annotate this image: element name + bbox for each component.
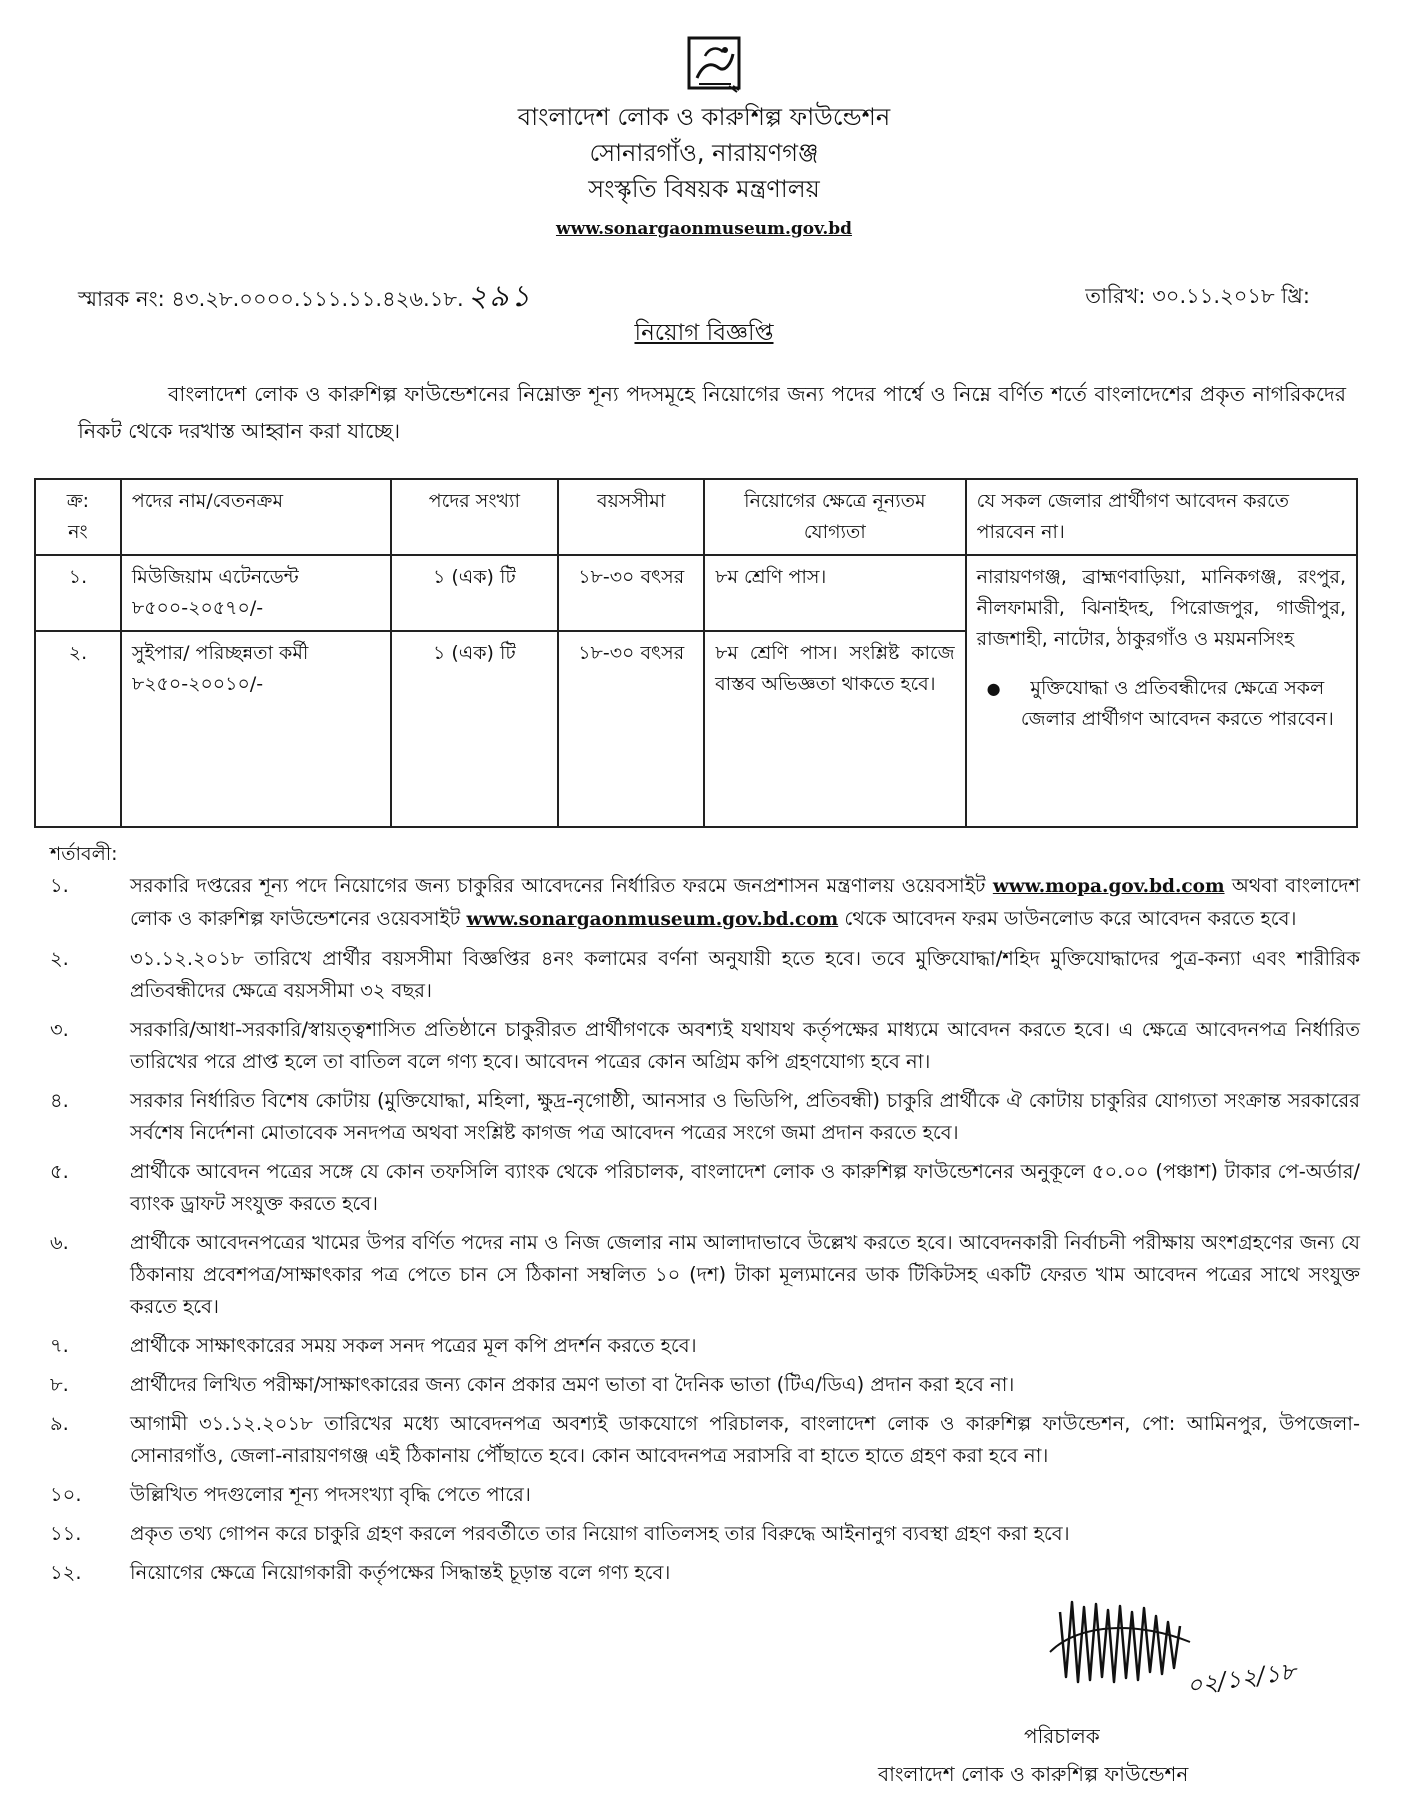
condition-item: ১১. প্রকৃত তথ্য গোপন করে চাকুরি গ্রহণ করলে পরবর্তীতে তার নিয়োগ বাতিলসহ তার বিরুদ্ধে আইনানুগ ব্যবস্থা গ্রহণ করা হবে। (50, 1522, 1070, 1545)
age-header: বয়সসীমা (558, 479, 704, 555)
row-age: ১৮-৩০ বৎসর (558, 631, 704, 827)
condition-item: ১. সরকারি দপ্তরের শূন্য পদে নিয়োগের জন্য চাকুরির আবেদনের নির্ধারিত ফরমে জনপ্রশাসন মন্ত্রণালয় ওয়েবসাইট www.mopa.gov.bd.com অথবা বাংলাদেশ লোক ও কারুশিল্প ফাউন্ডেশনের ওয়েবসাইট www.sonargaonmuseum.gov.bd.com থেকে আবেদন ফরম ডাউনলোড করে আবেদন করতে হবে। (50, 874, 1360, 930)
memo-number-value: ৪৩.২৮.০০০০.১১১.১১.৪২৬.১৮. (171, 287, 464, 311)
vacancy-table (34, 478, 1358, 828)
table-row (35, 555, 1357, 631)
condition-item: ৬. প্রার্থীকে আবেদনপত্রের খামের উপর বর্ণিত পদের নাম ও নিজ জেলার নাম আলাদাভাবে উল্লেখ করতে হবে। আবেদনকারী নির্বাচনী পরীক্ষায় অংশগ্রহণের জন্য যে ঠিকানায় প্রবেশপত্র/সাক্ষাৎকার পত্র পেতে চান সে ঠিকানা সম্বলিত ১০ (দশ) টাকা মূল্যমানের ডাক টিকিটসহ একটি ফেরত খাম আবেদন পত্রের সাথে সংযুক্ত করতে হবে। (50, 1231, 1360, 1318)
qualification-header: নিয়োগের ক্ষেত্রে নূন্যতম যোগ্যতা (704, 479, 966, 555)
row-serial: ২. (35, 631, 121, 827)
row-age: ১৮-৩০ বৎসর (558, 555, 704, 631)
condition-item: ৮. প্রার্থীদের লিখিত পরীক্ষা/সাক্ষাৎকারের জন্য কোন প্রকার ভ্রমণ ভাতা বা দৈনিক ভাতা (টিএ/ডিএ) প্রদান করা হবে না। (50, 1373, 1015, 1396)
row-qualification: ৮ম শ্রেণি পাস। সংশ্লিষ্ট কাজে বাস্তব অভিজ্ঞতা থাকতে হবে। (704, 631, 966, 827)
memo-handwritten-number: ২৯১ (467, 279, 533, 314)
row-serial: ১. (35, 555, 121, 631)
bullet-icon: ● (986, 679, 1001, 698)
condition-item: ৪. সরকার নির্ধারিত বিশেষ কোটায় (মুক্তিযোদ্ধা, মহিলা, ক্ষুদ্র-নৃগোষ্ঠী, আনসার ও ভিডিপি, প্রতিবন্ধী) চাকুরি প্রার্থীকে ঐ কোটায় চাকুরির যোগ্যতা সংক্রান্ত সরকারের সর্বশেষ নির্দেশনা মোতাবেক সনদপত্র অথবা সংশ্লিষ্ট কাগজ পত্র আবেদন পত্রের সংগে জমা প্রদান করতে হবে। (50, 1089, 1360, 1144)
serial-header: ক্র: নং (35, 479, 121, 555)
page-title: নিয়োগ বিজ্ঞপ্তি (634, 320, 774, 346)
conditions-heading: শর্তাবলী: (50, 843, 118, 865)
row-post: সুইপার/ পরিচ্ছন্নতা কর্মী ৮২৫০-২০০১০/- (121, 631, 391, 827)
condition-item: ৫. প্রার্থীকে আবেদন পত্রের সঙ্গে যে কোন তফসিলি ব্যাংক থেকে পরিচালক, বাংলাদেশ লোক ও কারুশিল্প ফাউন্ডেশনের অনুকূলে ৫০.০০ (পঞ্চাশ) টাকার পে-অর্ডার/ ব্যাংক ড্রাফট সংযুক্ত করতে হবে। (50, 1160, 1360, 1215)
count-header: পদের সংখ্যা (391, 479, 559, 555)
condition-item: ৭. প্রার্থীকে সাক্ষাৎকারের সময় সকল সনদ পত্রের মূল কপি প্রদর্শন করতে হবে। (50, 1334, 697, 1357)
table-header-row (35, 479, 1357, 555)
signature-date: ০২/১২/১৮ (1184, 1656, 1298, 1700)
condition-item: ৩. সরকারি/আধা-সরকারি/স্বায়ত্ত্বশাসিত প্রতিষ্ঠানে চাকুরীরত প্রার্থীগণকে অবশ্যই যথাযথ কর্তৃপক্ষের মাধ্যমে আবেদন করতে হবে। এ ক্ষেত্রে আবেদনপত্র নির্ধারিত তারিখের পরে প্রাপ্ত হলে তা বাতিল বলে গণ্য হবে। আবেদন পত্রের কোন অগ্রিম কপি গ্রহণযোগ্য হবে না। (50, 1018, 1360, 1073)
condition-item: ১০. উল্লিখিত পদগুলোর শূন্য পদসংখ্যা বৃদ্ধি পেতে পারে। (50, 1483, 531, 1506)
condition-item: ২. ৩১.১২.২০১৮ তারিখে প্রার্থীর বয়সসীমা বিজ্ঞপ্তির ৪নং কলামের বর্ণনা অনুযায়ী হতে হবে। তবে মুক্তিযোদ্ধা/শহিদ মুক্তিযোদ্ধাদের পুত্র-কন্যা এবং শারীরিক প্রতিবন্ধীদের ক্ষেত্রে বয়সসীমা ৩২ বছর। (50, 947, 1360, 1002)
excluded-districts-cell (966, 555, 1357, 827)
districts-header: যে সকল জেলার প্রার্থীগণ আবেদন করতে পারবেন না। (966, 479, 1357, 555)
exception-note: ● মুক্তিযোদ্ধা ও প্রতিবন্ধীদের ক্ষেত্রে সকল জেলার প্রার্থীগণ আবেদন করতে পারবেন। (977, 673, 1346, 735)
website-link[interactable]: www.sonargaonmuseum.gov.bd (555, 219, 853, 239)
intro-paragraph: বাংলাদেশ লোক ও কারুশিল্প ফাউন্ডেশনের নিম্নোক্ত শূন্য পদসমূহে নিয়োগের জন্য পদের পার্শ্বে ও নিম্নে বর্ণিত শর্তে বাংলাদেশের প্রকৃত নাগরিকদের নিকট থেকে দরখাস্ত আহ্বান করা যাচ্ছে। (78, 382, 1346, 443)
ministry-name: সংস্কৃতি বিষয়ক মন্ত্রণালয় (588, 175, 820, 203)
conditions-list (50, 870, 1360, 1596)
condition-item: ১২. নিয়োগের ক্ষেত্রে নিয়োগকারী কর্তৃপক্ষের সিদ্ধান্তই চূড়ান্ত বলে গণ্য হবে। (50, 1561, 671, 1584)
row-count: ১ (এক) টি (391, 555, 559, 631)
excluded-districts: নারায়ণগঞ্জ, ব্রাহ্মণবাড়িয়া, মানিকগঞ্জ, রংপুর, নীলফামারী, ঝিনাইদহ, পিরোজপুর, গাজীপুর, রাজশাহী, নাটোর, ঠাকুরগাঁও ও ময়মনসিংহ (976, 566, 1346, 650)
memo-label: স্মারক নং: (78, 287, 165, 311)
post-header: পদের নাম/বেতনক্রম (121, 479, 391, 555)
row-count: ১ (এক) টি (391, 631, 559, 827)
notice-date: তারিখ: ৩০.১১.২০১৮ খ্রি: (1085, 284, 1310, 308)
condition-item: ৯. আগামী ৩১.১২.২০১৮ তারিখের মধ্যে আবেদনপত্র অবশ্যই ডাকযোগে পরিচালক, বাংলাদেশ লোক ও কারুশিল্প ফাউন্ডেশন, পো: আমিনপুর, উপজেলা- সোনারগাঁও, জেলা-নারায়ণগঞ্জ এই ঠিকানায় পৌঁছাতে হবে। কোন আবেদনপত্র সরাসরি বা হাতে হাতে গ্রহণ করা হবে না। (50, 1412, 1360, 1467)
row-post: মিউজিয়াম এটেনডেন্ট ৮৫০০-২০৫৭০/- (121, 555, 391, 631)
signature-image (1040, 1582, 1300, 1702)
signatory-title: পরিচালক (1024, 1724, 1100, 1748)
mopa-website-link[interactable]: www.mopa.gov.bd.com (992, 876, 1225, 897)
organization-name: বাংলাদেশ লোক ও কারুশিল্প ফাউন্ডেশন (517, 103, 891, 131)
organization-location: সোনারগাঁও, নারায়ণগঞ্জ (589, 139, 819, 167)
foundation-logo-icon (685, 34, 745, 94)
museum-website-link[interactable]: www.sonargaonmuseum.gov.bd.com (466, 909, 839, 930)
row-qualification: ৮ম শ্রেণি পাস। (704, 555, 966, 631)
signatory-organization: বাংলাদেশ লোক ও কারুশিল্প ফাউন্ডেশন (878, 1762, 1189, 1786)
